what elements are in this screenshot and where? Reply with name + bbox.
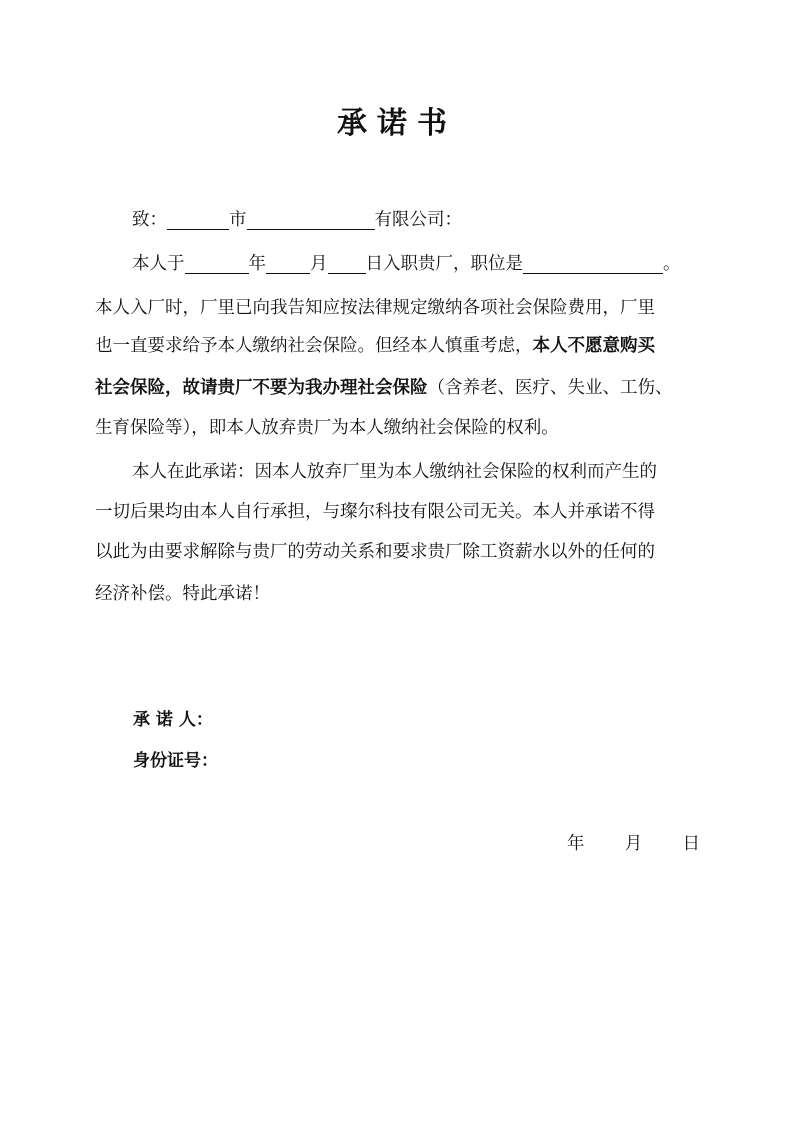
entry-year-blank[interactable]: [185, 251, 249, 274]
city-suffix: 市: [229, 210, 247, 230]
promisor-label: 承 诺 人：: [133, 710, 213, 730]
date-line: [567, 832, 700, 856]
entry-day-label: 日入职贵厂，职位是: [365, 254, 523, 274]
bold-statement-part1: 本人不愿意购买: [532, 336, 655, 356]
entry-day-blank[interactable]: [328, 251, 366, 274]
salutation-line: [132, 202, 462, 238]
paragraph2-line4: 经济补偿。特此承诺！: [95, 584, 270, 604]
company-suffix: 有限公司：: [374, 210, 462, 230]
company-blank[interactable]: [247, 207, 375, 230]
date-year: 年: [567, 834, 585, 854]
paragraph2-line3: 以此为由要求解除与贵厂的劳动关系和要求贵厂除工资薪水以外的任何的: [95, 542, 655, 562]
document-title: 承诺书: [337, 106, 457, 141]
period: 。: [663, 254, 681, 274]
date-month: 月: [624, 834, 643, 854]
paragraph1-line2: 本人入厂时，厂里已向我告知应按法律规定缴纳各项社会保险费用，厂里: [95, 298, 655, 318]
salutation-prefix: 致：: [132, 210, 167, 230]
paragraph1-line1: [132, 246, 681, 282]
paragraph1-line4: 社会保险，故请贵厂不要为我办理社会保险（含养老、医疗、失业、工伤、: [95, 378, 673, 398]
entry-month-label: 月: [310, 254, 328, 274]
paragraph1-line5: 生育保险等），即本人放弃贵厂为本人缴纳社会保险的权利。: [95, 418, 559, 438]
paragraph2-line2: 一切后果均由本人自行承担，与璨尔科技有限公司无关。本人并承诺不得: [95, 502, 655, 522]
id-number-label: 身份证号：: [133, 751, 218, 771]
position-blank[interactable]: [523, 251, 663, 274]
bold-statement-part2: 社会保险，故请贵厂不要为我办理社会保险: [95, 378, 428, 398]
date-day: 日: [682, 834, 700, 854]
paragraph2-line1: 本人在此承诺：因本人放弃厂里为本人缴纳社会保险的权利而产生的: [132, 462, 657, 482]
entry-month-blank[interactable]: [266, 251, 310, 274]
entry-prefix: 本人于: [132, 254, 185, 274]
paragraph1-line3: 也一直要求给予本人缴纳社会保险。但经本人慎重考虑，本人不愿意购买: [95, 336, 655, 356]
city-blank[interactable]: [167, 207, 229, 230]
entry-year-label: 年: [248, 254, 266, 274]
